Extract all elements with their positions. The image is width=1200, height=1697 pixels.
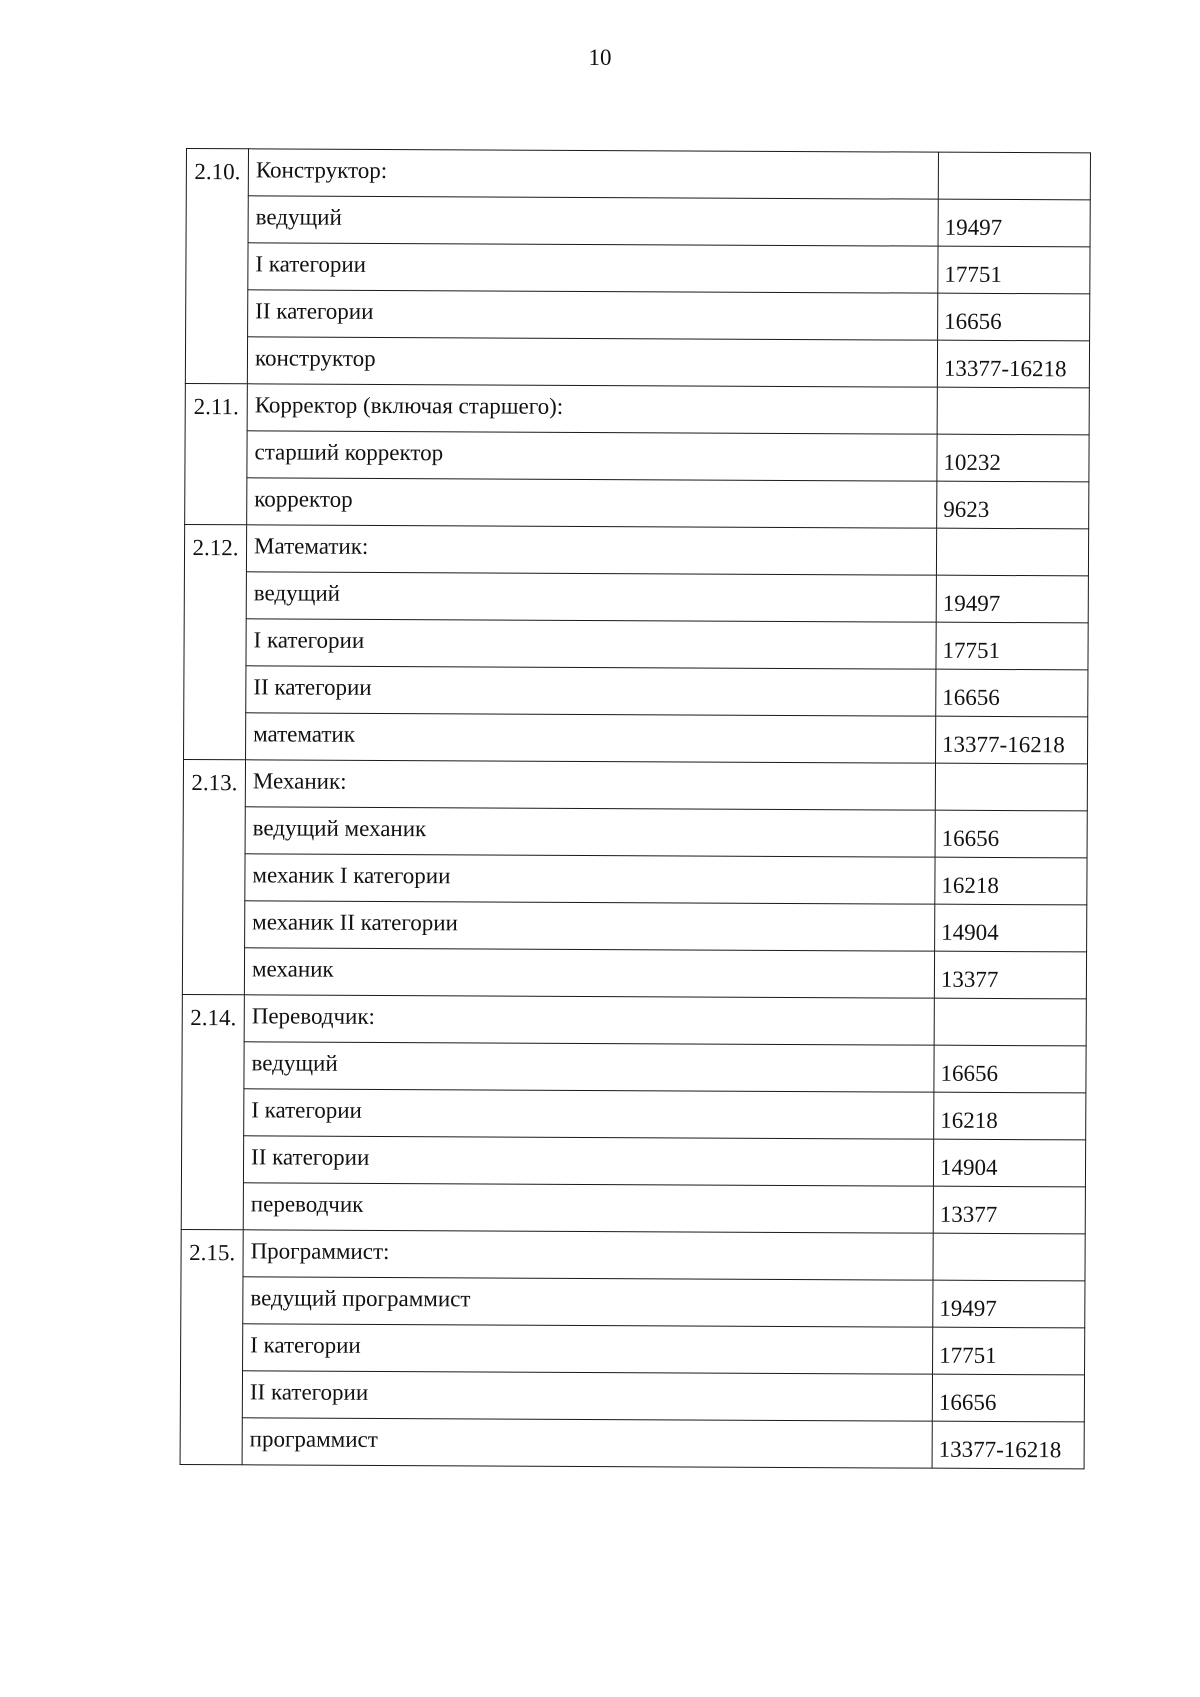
position-label: ведущий [246, 572, 936, 622]
group-number: 2.14. [181, 994, 244, 1229]
position-row [184, 571, 1088, 622]
group-header-row [184, 524, 1088, 575]
position-row [184, 665, 1088, 716]
salary-value: 17751 [936, 622, 1088, 670]
salary-value: 19497 [938, 199, 1090, 247]
position-label: II категории [246, 666, 936, 716]
group-number: 2.10. [185, 149, 248, 384]
group-title: Механик: [245, 760, 935, 810]
position-row [180, 1417, 1084, 1468]
group-header-row [183, 759, 1087, 810]
position-row [185, 337, 1089, 388]
position-row [183, 806, 1087, 857]
position-label: II категории [243, 1136, 933, 1186]
position-row [183, 900, 1087, 951]
salary-value: 19497 [936, 575, 1088, 623]
position-row [181, 1323, 1085, 1374]
group-number: 2.13. [182, 759, 245, 994]
position-row [184, 712, 1088, 763]
position-row [186, 290, 1090, 341]
position-label: механик II категории [245, 901, 935, 951]
group-header-row [186, 149, 1090, 200]
salary-value: 13377-16218 [937, 340, 1089, 388]
group-number: 2.15. [180, 1229, 243, 1464]
group-title-salary-cell [938, 152, 1090, 200]
position-label: корректор [247, 478, 937, 528]
position-label: ведущий [248, 196, 938, 246]
group-number: 2.11. [185, 383, 248, 524]
salary-value: 16656 [938, 293, 1090, 341]
group-title: Конструктор: [248, 149, 938, 199]
salary-value: 16656 [932, 1374, 1084, 1422]
salary-value: 17751 [938, 246, 1090, 294]
position-label: I категории [246, 619, 936, 669]
page-number: 10 [588, 45, 612, 70]
position-label: переводчик [243, 1183, 933, 1233]
group-title: Переводчик: [244, 995, 934, 1045]
position-label: II категории [242, 1371, 932, 1421]
position-label: механик I категории [245, 854, 935, 904]
group-title-salary-cell [935, 763, 1087, 811]
position-row [186, 196, 1090, 247]
position-row [181, 1135, 1085, 1186]
salary-value: 17751 [933, 1327, 1085, 1375]
salary-value: 14904 [933, 1139, 1085, 1187]
salary-value: 9623 [937, 481, 1089, 529]
position-label: программист [242, 1418, 932, 1468]
salary-value: 16218 [934, 1092, 1086, 1140]
salary-table [180, 148, 1091, 1469]
salary-value: 19497 [933, 1280, 1085, 1328]
group-header-row [181, 1229, 1085, 1280]
position-label: ведущий программист [243, 1277, 933, 1327]
group-header-row [182, 994, 1086, 1045]
salary-table-container [180, 148, 1090, 1469]
salary-value: 13377-16218 [936, 716, 1088, 764]
group-title-salary-cell [936, 528, 1088, 576]
position-row [185, 477, 1089, 528]
salary-value: 13377-16218 [932, 1421, 1084, 1469]
group-title-salary-cell [937, 387, 1089, 435]
group-title-salary-cell [934, 998, 1086, 1046]
salary-value: 10232 [937, 434, 1089, 482]
position-row [182, 1088, 1086, 1139]
position-label: ведущий [244, 1042, 934, 1092]
position-label: математик [246, 713, 936, 763]
group-number: 2.12. [184, 524, 247, 759]
position-row [180, 1370, 1084, 1421]
position-label: II категории [248, 290, 938, 340]
position-label: конструктор [247, 337, 937, 387]
salary-value: 16656 [935, 810, 1087, 858]
position-row [184, 618, 1088, 669]
group-header-row [185, 383, 1089, 434]
position-row [183, 853, 1087, 904]
position-row [181, 1276, 1085, 1327]
position-row [182, 1041, 1086, 1092]
salary-table-body [180, 149, 1090, 1469]
group-title: Программист: [243, 1230, 933, 1280]
salary-value: 16656 [936, 669, 1088, 717]
salary-value: 16656 [934, 1045, 1086, 1093]
position-label: старший корректор [247, 431, 937, 481]
position-label: I категории [243, 1324, 933, 1374]
salary-value: 16218 [935, 857, 1087, 905]
position-label: I категории [244, 1089, 934, 1139]
position-label: I категории [248, 243, 938, 293]
salary-value: 13377 [933, 1186, 1085, 1234]
position-row [182, 947, 1086, 998]
position-row [185, 430, 1089, 481]
salary-value: 14904 [935, 904, 1087, 952]
group-title-salary-cell [933, 1233, 1085, 1281]
position-label: механик [244, 948, 934, 998]
group-title: Математик: [246, 525, 936, 575]
group-title: Корректор (включая старшего): [247, 384, 937, 434]
position-label: ведущий механик [245, 807, 935, 857]
salary-value: 13377 [934, 951, 1086, 999]
position-row [181, 1182, 1085, 1233]
position-row [186, 243, 1090, 294]
